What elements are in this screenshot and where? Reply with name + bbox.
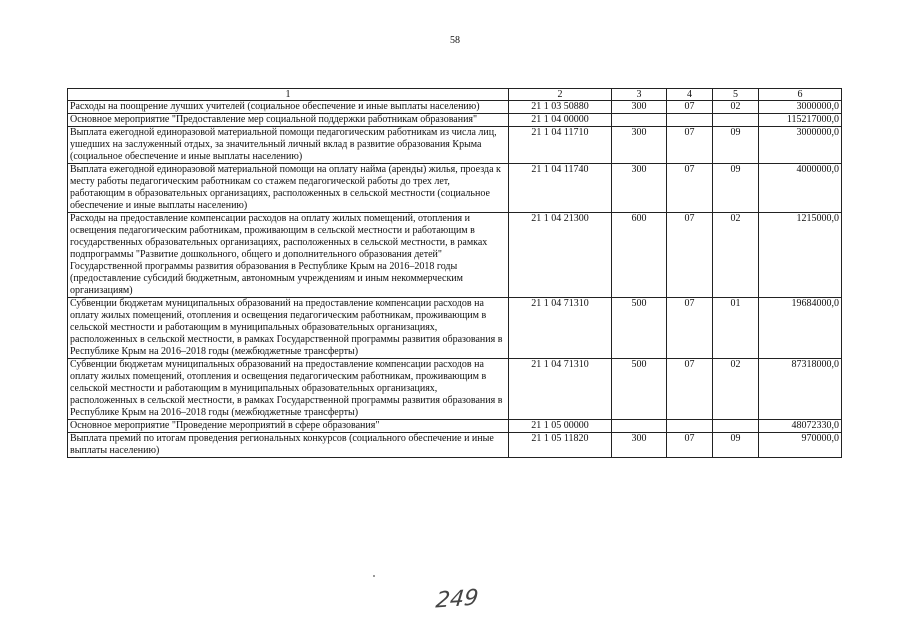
row-amount: 3000000,0 <box>759 101 842 114</box>
row-amount: 19684000,0 <box>759 298 842 359</box>
row-subsection: 02 <box>713 101 759 114</box>
row-amount: 87318000,0 <box>759 359 842 420</box>
row-amount: 4000000,0 <box>759 164 842 213</box>
row-subsection <box>713 420 759 433</box>
table-row <box>68 359 842 420</box>
row-section: 07 <box>667 101 713 114</box>
row-code: 21 1 04 11710 <box>509 127 612 164</box>
row-expense-type: 300 <box>612 164 667 213</box>
row-expense-type: 300 <box>612 101 667 114</box>
column-header: 3 <box>612 89 667 101</box>
row-description: Основное мероприятие "Предоставление мер социальной поддержки работникам образования" <box>68 114 509 127</box>
row-section <box>667 420 713 433</box>
budget-table <box>67 88 842 458</box>
row-section: 07 <box>667 127 713 164</box>
table-row <box>68 114 842 127</box>
table-row <box>68 298 842 359</box>
row-subsection: 02 <box>713 359 759 420</box>
table-row <box>68 127 842 164</box>
row-description: Выплата премий по итогам проведения региональных конкурсов (социального обеспечение и иные выплаты населению) <box>68 433 509 458</box>
table-row <box>68 420 842 433</box>
row-expense-type: 500 <box>612 359 667 420</box>
row-amount: 115217000,0 <box>759 114 842 127</box>
row-amount: 3000000,0 <box>759 127 842 164</box>
column-header: 5 <box>713 89 759 101</box>
page-number: 58 <box>450 35 460 46</box>
row-code: 21 1 04 71310 <box>509 359 612 420</box>
row-expense-type: 600 <box>612 213 667 298</box>
row-section: 07 <box>667 359 713 420</box>
row-description: Основное мероприятие "Проведение мероприятий в сфере образования" <box>68 420 509 433</box>
row-amount: 1215000,0 <box>759 213 842 298</box>
row-description: Выплата ежегодной единоразовой материальной помощи на оплату найма (аренды) жилья, проезда к месту работы педагогическим работникам со стажем педагогической работы до трех лет, работающим в образовательных организациях, расположенных в сельской местности (социальное обеспечение и иные выплаты населению) <box>68 164 509 213</box>
row-description: Расходы на поощрение лучших учителей (социальное обеспечение и иные выплаты населению) <box>68 101 509 114</box>
row-expense-type: 300 <box>612 127 667 164</box>
row-subsection: 01 <box>713 298 759 359</box>
row-section: 07 <box>667 298 713 359</box>
row-amount: 970000,0 <box>759 433 842 458</box>
table-row <box>68 164 842 213</box>
row-subsection: 09 <box>713 164 759 213</box>
table-row <box>68 433 842 458</box>
column-header: 2 <box>509 89 612 101</box>
row-subsection: 09 <box>713 127 759 164</box>
row-section <box>667 114 713 127</box>
row-code: 21 1 04 00000 <box>509 114 612 127</box>
row-description: Выплата ежегодной единоразовой материальной помощи педагогическим работникам из числа лиц, ушедших на заслуженный отдых, за значительный личный вклад в развитие образования Крыма (социальное обеспечение и иные выплаты населению) <box>68 127 509 164</box>
table-header-row <box>68 89 842 101</box>
column-header: 6 <box>759 89 842 101</box>
row-expense-type: 300 <box>612 433 667 458</box>
row-code: 21 1 04 71310 <box>509 298 612 359</box>
row-subsection <box>713 114 759 127</box>
row-code: 21 1 05 11820 <box>509 433 612 458</box>
row-section: 07 <box>667 213 713 298</box>
row-amount: 48072330,0 <box>759 420 842 433</box>
row-expense-type <box>612 114 667 127</box>
row-section: 07 <box>667 433 713 458</box>
column-header: 1 <box>68 89 509 101</box>
row-subsection: 02 <box>713 213 759 298</box>
row-section: 07 <box>667 164 713 213</box>
row-expense-type: 500 <box>612 298 667 359</box>
scan-speck <box>373 575 375 577</box>
handwritten-page-number: 249 <box>434 585 480 614</box>
row-code: 21 1 03 50880 <box>509 101 612 114</box>
row-expense-type <box>612 420 667 433</box>
row-code: 21 1 04 21300 <box>509 213 612 298</box>
table-row <box>68 213 842 298</box>
row-description: Субвенции бюджетам муниципальных образований на предоставление компенсации расходов на оплату жилых помещений, отопления и освещения педагогическим работникам, проживающим в сельской местности и работающим в муниципальных образовательных организациях, расположенных в сельской местности, в рамках Государственной программы развития образования в Республике Крым на 2016–2018 годы (межбюджетные трансферты) <box>68 298 509 359</box>
row-description: Расходы на предоставление компенсации расходов на оплату жилых помещений, отопления и освещения педагогическим работникам, проживающим в сельской местности и работающим в государственных образовательных организациях, расположенных в сельской местности, в рамках подпрограммы "Развитие дошкольного, общего и дополнительного образования детей" Государственной программы развития образования в Республике Крым на 2016–2018 годы (предоставление субсидий бюджетным, автономным учреждениям и иным некоммерческим организациям) <box>68 213 509 298</box>
row-description: Субвенции бюджетам муниципальных образований на предоставление компенсации расходов на оплату жилых помещений, отопления и освещения педагогическим работникам, проживающим в сельской местности и работающим в муниципальных образовательных организациях, расположенных в сельской местности, в рамках Государственной программы развития образования в Республике Крым на 2016–2018 годы (межбюджетные трансферты) <box>68 359 509 420</box>
row-code: 21 1 05 00000 <box>509 420 612 433</box>
column-header: 4 <box>667 89 713 101</box>
row-code: 21 1 04 11740 <box>509 164 612 213</box>
table-row <box>68 101 842 114</box>
row-subsection: 09 <box>713 433 759 458</box>
